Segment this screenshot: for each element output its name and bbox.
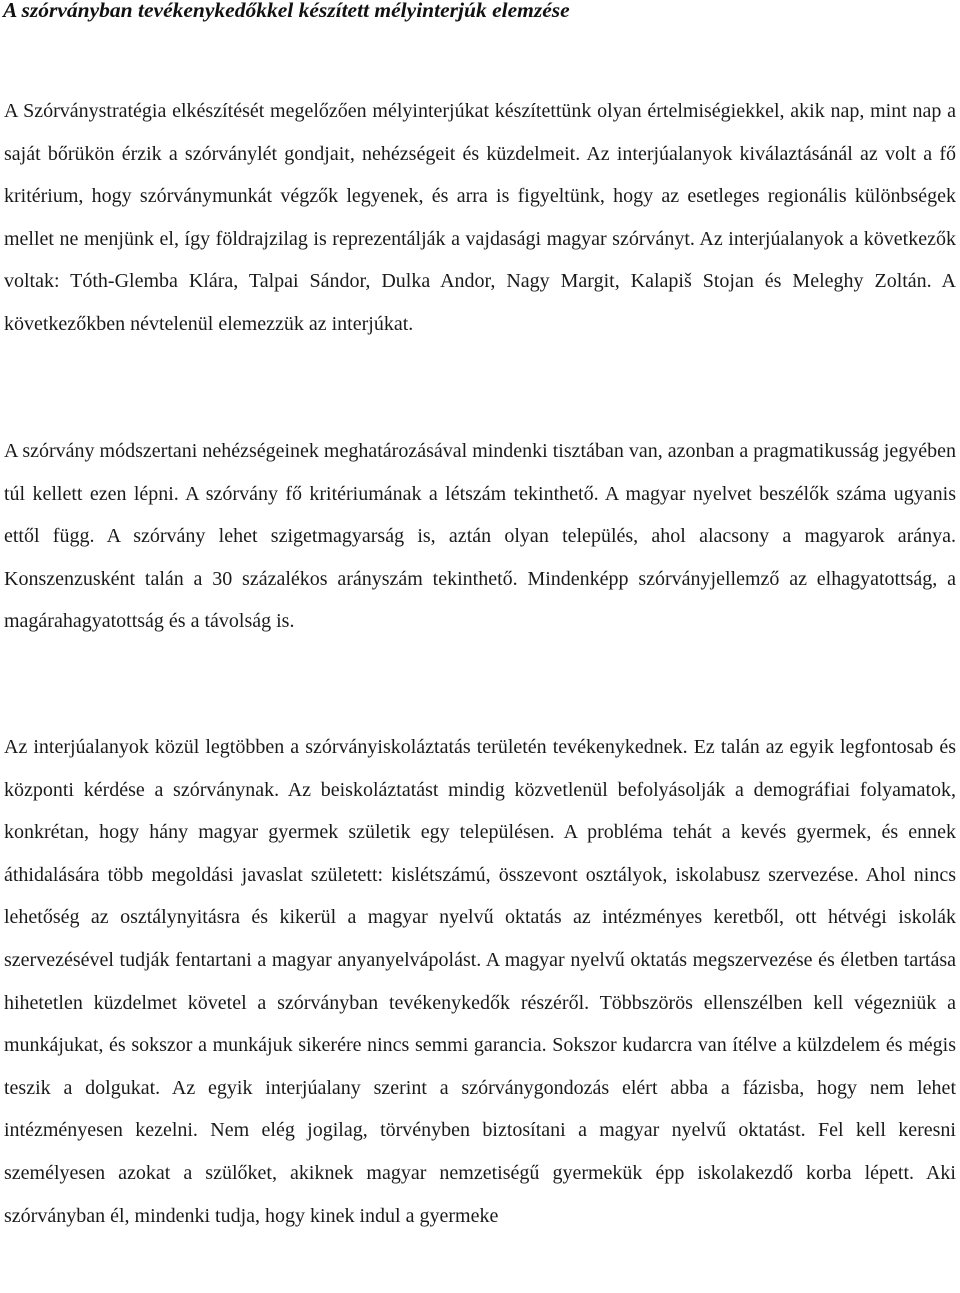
paragraph-1: A Szórványstratégia elkészítését megelőzően mélyinterjúkat készítettünk olyan értelmiségiekkel, akik nap, mint nap a saját bőrükön érzik a szórványlét gondjait, nehézségeit és küzdelmeit. Az interjúalanyok kiválaztásánál az volt a fő kritérium, hogy szórványmunkát végzők legyenek, és arra is figyeltünk, hogy az esetleges regionális különbségek mellet ne menjünk el, így földrajzilag is reprezentálják a vajdasági magyar szórványt. Az interjúalanyok a következők voltak: Tóth-Glemba Klára, Talpai Sándor, Dulka Andor, Nagy Margit, Kalapiš Stojan és Meleghy Zoltán. A következőkben névtelenül elemezzük az interjúkat. <box>4 100 956 335</box>
document-title: A szórványban tevékenykedőkkel készített mélyinterjúk elemzése <box>3 0 570 22</box>
paragraph-2: A szórvány módszertani nehézségeinek meghatározásával mindenki tisztában van, azonban a pragmatikusság jegyében túl kellett ezen lépni. A szórvány fő kritériumának a létszám tekinthető. A magyar nyelvet beszélők száma ugyanis ettől függ. A szórvány lehet szigetmagyarság is, aztán olyan település, ahol alacsony a magyarok aránya. Konszenzusként talán a 30 százalékos arányszám tekinthető. Mindenképp szórványjellemző az elhagyatottság, a magárahagyatottság és a távolság is. <box>4 440 956 633</box>
paragraph-3: Az interjúalanyok közül legtöbben a szórványiskoláztatás területén tevékenykednek. Ez talán az egyik legfontosab és központi kérdése a szórványnak. Az beiskoláztatást mindig közvetlenül befolyásolják a demográfiai folyamatok, konkrétan, hogy hány magyar gyermek születik egy településen. A probléma tehát a kevés gyermek, és ennek áthidalására több megoldási javaslat született: kislétszámú, összevont osztályok, iskolabusz szervezése. Ahol nincs lehetőség az osztálynyitásra és kikerül a magyar nyelvű oktatás az intézményes keretből, ott hétvégi iskolák szervezésével tudják fentartani a magyar anyanyelvápolást. A magyar nyelvű oktatás megszervezése és életben tartása hihetetlen küzdelmet követel a szórványban tevékenykedők részéről. Többszörös ellenszélben kell végezniük a munkájukat, és sokszor a munkájuk sikerére nincs semmi garancia. Sokszor kudarcra van ítélve a külzdelem és mégis teszik a dolgukat. Az egyik interjúalany szerint a szórványgondozás elért abba a fázisba, hogy nem lehet intézményesen kezelni. Nem elég jogilag, törvényben biztosítani a magyar nyelvű oktatást. Fel kell keresni személyesen azokat a szülőket, akiknek magyar nemzetiségű gyermekük épp iskolakezdő korba lépett. Aki szórványban él, mindenki tudja, hogy kinek indul a gyermeke <box>4 736 956 1227</box>
